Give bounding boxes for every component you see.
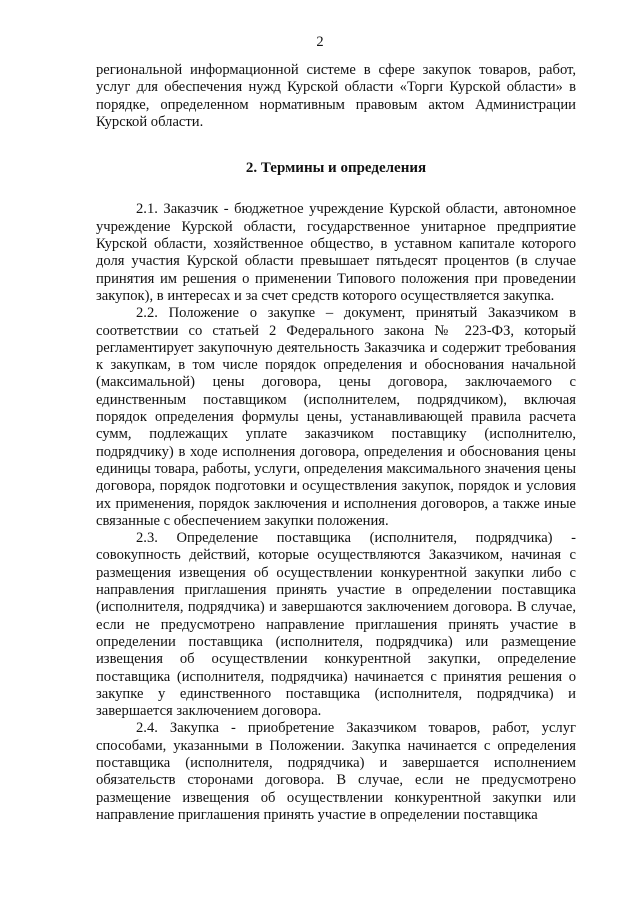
paragraph-2-2: 2.2. Положение о закупке – документ, принятый Заказчиком в соответствии со статьей 2 Федерального закона № 223-ФЗ, который регламентирует закупочную деятельность Заказчика и содержит требования к закупкам, в том числе порядок определения и обоснования начальной (максимальной) цены договора, цены договора, заключаемого с единственным поставщиком (исполнителем, подрядчиком), включая порядок определения формулы цены, устанавливающей правила расчета сумм, подлежащих уплате заказчиком поставщику (исполнителю, подрядчику) в ходе исполнения договора, определения и обоснования цены единицы товара, работы, услуги, определения максимального значения цены договора, порядок подготовки и осуществления закупок, порядок и условия их применения, порядок заключения и исполнения договоров, а также иные связанные с обеспечением закупки положения. (96, 305, 576, 529)
paragraph-2-3: 2.3. Определение поставщика (исполнителя, подрядчика) - совокупность действий, которые осуществляются Заказчиком, начиная с размещения извещения об осуществлении конкурентной закупки либо с направления приглашения принять участие в определении поставщика (исполнителя, подрядчика) и завершаются заключением договора. В случае, если не предусмотрено направление приглашения принять участие в определении поставщика (исполнителя, подрядчика) или размещение извещения об осуществлении конкурентной закупки, определение поставщика (исполнителя, подрядчика) начинается с принятия решения о закупке у единственного поставщика (исполнителя, подрядчика) и завершается заключением договора. (96, 530, 576, 720)
paragraph-2-4: 2.4. Закупка - приобретение Заказчиком товаров, работ, услуг способами, указанными в Положении. Закупка начинается с определения поставщика (исполнителя, подрядчика) и завершается исполнением обязательств сторонами договора. В случае, если не предусмотрено размещение извещения об осуществлении конкурентной закупки или направление приглашения принять участие в определении поставщика (96, 720, 576, 823)
paragraph-2-1: 2.1. Заказчик - бюджетное учреждение Курской области, автономное учреждение Курской области, государственное унитарное предприятие Курской области, хозяйственное общество, в уставном капитале которого доля участия Курской области превышает пятьдесят процентов (в случае принятия им решения о применении Типового положения при проведении закупок), в интересах и за счет средств которого осуществляется закупка. (96, 201, 576, 304)
section-heading: 2. Термины и определения (245, 160, 427, 177)
document-body (96, 62, 576, 824)
intro-paragraph: региональной информационной системе в сфере закупок товаров, работ, услуг для обеспечения нужд Курской области «Торги Курской области» в порядке, определенном нормативным правовым актом Администрации Курской области. (96, 62, 576, 130)
page-number: 2 (316, 34, 324, 50)
